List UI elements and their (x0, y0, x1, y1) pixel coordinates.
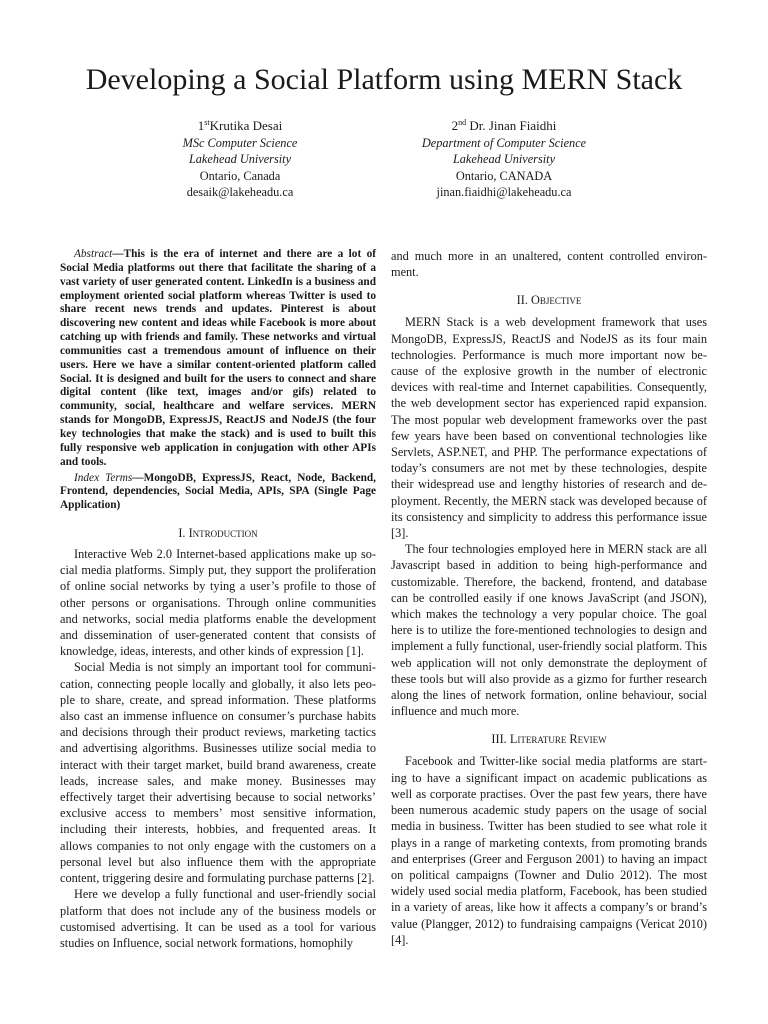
author-1-ordinal: 1 (197, 118, 205, 133)
author-1-location: Ontario, Canada (199, 168, 281, 183)
author-2-email[interactable]: jinan.fiaidhi@lakeheadu.ca (436, 185, 572, 199)
paragraph: Facebook and Twitter-like social media platforms are starting to have a significant impact on academic publications as well as corporate practises. Over the past few years, there have been numerous academic study papers on the usage of social media in business. Twitter has been studied to see what role it plays in a range of marketing contexts, from promoting brands and enterprises (Greer and Ferguson 2001) to having an impact on political campaigns (Towner and Dulio 2012). The most widely used social media platform, Facebook, has been studied in a variety of areas, like how it affects a company’s or brand’s value (Plangger, 2012) to fundraising campaigns (Vericat 2010) [4]. (391, 754, 707, 947)
index-terms (60, 472, 376, 514)
section-heading-introduction (60, 525, 376, 541)
author-2-affiliation: Department of Computer Science (421, 135, 587, 150)
paper-title: Developing a Social Platform using MERN Stack (85, 63, 683, 96)
author-2 (364, 118, 644, 201)
left-column (60, 248, 376, 951)
author-2-ordinal-suffix: nd (458, 118, 467, 127)
author-1-email[interactable]: desaik@lakeheadu.ca (186, 185, 294, 199)
paragraph: Here we develop a fully functional and user-friendly social platform that does not include any of the business models or customised advertising. It can be used as a tool for various studies on Influence, social network formations, homophily (60, 887, 376, 950)
author-1-university: Lakehead University (188, 152, 292, 166)
author-1-name-line (100, 118, 380, 135)
author-2-ordinal: 2 (451, 118, 459, 133)
section-title: Introduction (188, 526, 258, 541)
section-heading-objective (391, 292, 707, 308)
section-title: Literature Review (509, 732, 607, 747)
section-numeral: II. (516, 293, 531, 308)
abstract-label: Abstract (74, 248, 113, 260)
author-2-name-line (364, 118, 644, 135)
right-column (391, 248, 707, 948)
paragraph-continued: and much more in an unaltered, content controlled environment. (391, 249, 707, 280)
author-1 (100, 118, 380, 201)
paragraph: The four technologies employed here in MERN stack are all Javascript based in addition to being high-performance and customizable. Therefore, the backend, frontend, and database can be controlled easily if one knows JavaScript (and JSON), which makes the technology a very popular choice. The goal here is to utilize the fore-mentioned technologies to design and implement a fully functional, user-friendly social platform. This web application will not only demonstrate the deployment of these tools but will also provide as a gizmo for further research along the lines of network formation, online behaviour, social influence and much more. (391, 542, 707, 719)
abstract-text: —This is the era of internet and there are a lot of Social Media platforms out there that facilitate the sharing of a vast variety of user generated content. LinkedIn is a business and employment oriented social platform whereas Twitter is used to share recent news trends and updates. Pinterest is about discovering new content and ideas while Facebook is more about catching up with friends and family. These networks and virtual communities cast a tremendous amount of influence on their users. Here we have a similar content-oriented platform called Social. It is designed and built for the users to connect and share digital content (like text, images and/or gifs) related to community, social, healthcare and welfare services. MERN stands for MongoDB, ExpressJS, ReactJS and NodeJS (the four key technologies that make the stack) and is used to built this fully responsive web application in conjugation with other APIs and tools. (60, 248, 376, 468)
author-2-university: Lakehead University (452, 152, 556, 166)
paragraph: Social Media is not simply an important tool for communication, connecting people locally and globally, it also lets people to share, create, and spread information. These platforms also cast an immense influence on consumer’s purchase habits and decisions through their product reviews, marketing tactics and advertising algorithms. Businesses utilize social media to interact with their target market, build brand awareness, create leads, increase sales, and make money. Businesses may effectively target their advertising because to social networks’ exclusive access to members’ most sensitive information, including their interests, hobbies, and frequented areas. It allows companies to not only engage with the customers on a personal level but also influence them with the appropriate content, triggering desire and formulating purchase patterns [2]. (60, 660, 376, 886)
abstract (60, 248, 376, 470)
paragraph: MERN Stack is a web development framework that uses MongoDB, ExpressJS, ReactJS and NodeJS as its four main technologies. Performance is much more important now because of the explosive growth in the number of electronic devices with real-time and Internet capabilities. Consequently, the web development sector has experienced rapid expansion. The most popular web development frameworks over the past few years have been based on conventional technologies like Servlets, ASP.NET, and PHP. The performance expectations of today’s consumers are not met by these technologies, despite their widespread use and lengthy histories of research and deployment. Recently, the MERN stack was developed because of its consistency and simplicity to address this performance issue [3]. (391, 315, 707, 541)
author-1-ordinal-suffix: st (204, 118, 210, 127)
author-2-location: Ontario, CANADA (455, 168, 553, 183)
index-terms-text: —MongoDB, ExpressJS, React, Node, Backend, Frontend, dependencies, Social Media, APIs, SPA (Single Page Application) (60, 471, 376, 512)
section-heading-literature-review (391, 731, 707, 747)
section-title: Objective (530, 293, 582, 308)
section-numeral: I. (178, 526, 189, 541)
section-numeral: III. (491, 732, 510, 747)
author-1-affiliation: MSc Computer Science (182, 135, 298, 150)
index-terms-label: Index Terms (74, 471, 133, 484)
author-2-name: Dr. Jinan Fiaidhi (466, 118, 557, 133)
paragraph: Interactive Web 2.0 Internet-based applications make up social media platforms. Simply put, they support the proliferation of online social networks by tying a user’s profile to those of other persons or organisations. Through online communities and networks, social media platforms enable the development and dissemination of user-generated content that consists of knowledge, ideas, interests, and other kinds of expression [1]. (60, 547, 376, 659)
author-1-name: Krutika Desai (209, 118, 283, 133)
